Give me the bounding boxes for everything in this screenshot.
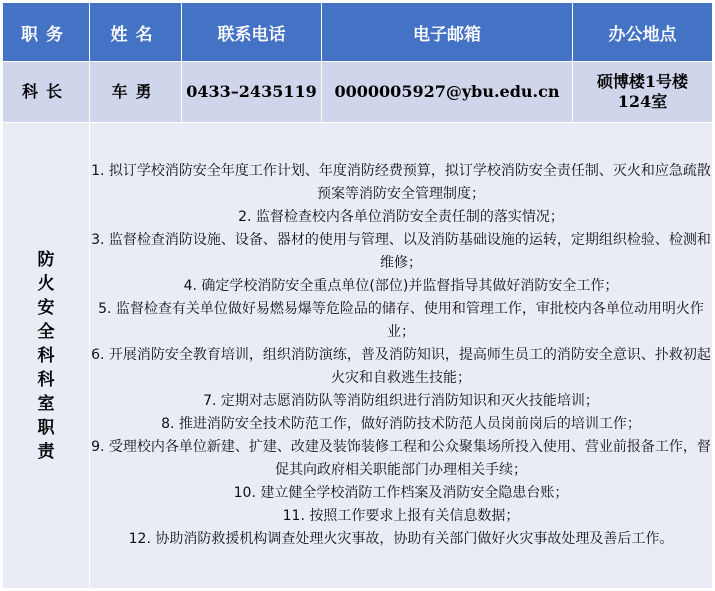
duties-row bbox=[3, 123, 713, 589]
duty-item: 10. 建立健全学校消防工作档案及消防安全隐患台账； bbox=[233, 485, 569, 501]
contact-office bbox=[573, 62, 713, 123]
fire-safety-office-table bbox=[2, 2, 713, 589]
contact-name: 车勇 bbox=[90, 62, 182, 123]
header-position: 职务 bbox=[3, 3, 90, 62]
header-email: 电子邮箱 bbox=[322, 3, 573, 62]
duty-item: 7. 定期对志愿消防队等消防组织进行消防知识和灭火技能培训； bbox=[203, 393, 599, 409]
header-name: 姓名 bbox=[90, 3, 182, 62]
contact-row bbox=[3, 62, 713, 123]
header-phone: 联系电话 bbox=[182, 3, 322, 62]
contact-email: 0000005927@ybu.edu.cn bbox=[322, 62, 573, 123]
duty-item: 5. 监督检查有关单位做好易燃易爆等危险品的储存、使用和管理工作，审批校内各单位动用明火作业； bbox=[98, 301, 704, 340]
duty-item: 1. 拟订学校消防安全年度工作计划、年度消防经费预算，拟订学校消防安全责任制、灭火和应急疏散预案等消防安全管理制度； bbox=[91, 163, 711, 202]
section-title-cell bbox=[3, 123, 90, 589]
duty-item: 9. 受理校内各单位新建、扩建、改建及装饰装修工程和公众聚集场所投入使用、营业前报备工作，督促其向政府相关职能部门办理相关手续； bbox=[91, 439, 711, 478]
duty-item: 12. 协助消防救援机构调查处理火灾事故，协助有关部门做好火灾事故处理及善后工作。 bbox=[128, 531, 674, 547]
duty-item: 3. 监督检查消防设施、设备、器材的使用与管理、以及消防基础设施的运转，定期组织检验、检测和维修； bbox=[91, 232, 711, 271]
duty-item: 11. 按照工作要求上报有关信息数据； bbox=[282, 508, 520, 524]
contact-position: 科长 bbox=[3, 62, 90, 123]
header-row bbox=[3, 3, 713, 62]
duties-list bbox=[90, 123, 713, 589]
header-office: 办公地点 bbox=[573, 3, 713, 62]
contact-phone: 0433–2435119 bbox=[182, 62, 322, 123]
section-title: 防火安全科科室职责 bbox=[37, 249, 55, 462]
duty-item: 8. 推进消防安全技术防范工作，做好消防技术防范人员岗前岗后的培训工作； bbox=[161, 416, 641, 432]
duty-item: 6. 开展消防安全教育培训，组织消防演练，普及消防知识，提高师生员工的消防安全意识、扑救初起火灾和自救逃生技能； bbox=[91, 347, 711, 386]
contact-office-text: 硕博楼1号楼124室 bbox=[596, 72, 689, 111]
duty-item: 4. 确定学校消防安全重点单位(部位)并监督指导其做好消防安全工作； bbox=[183, 278, 619, 294]
duty-item: 2. 监督检查校内各单位消防安全责任制的落实情况； bbox=[238, 209, 564, 225]
